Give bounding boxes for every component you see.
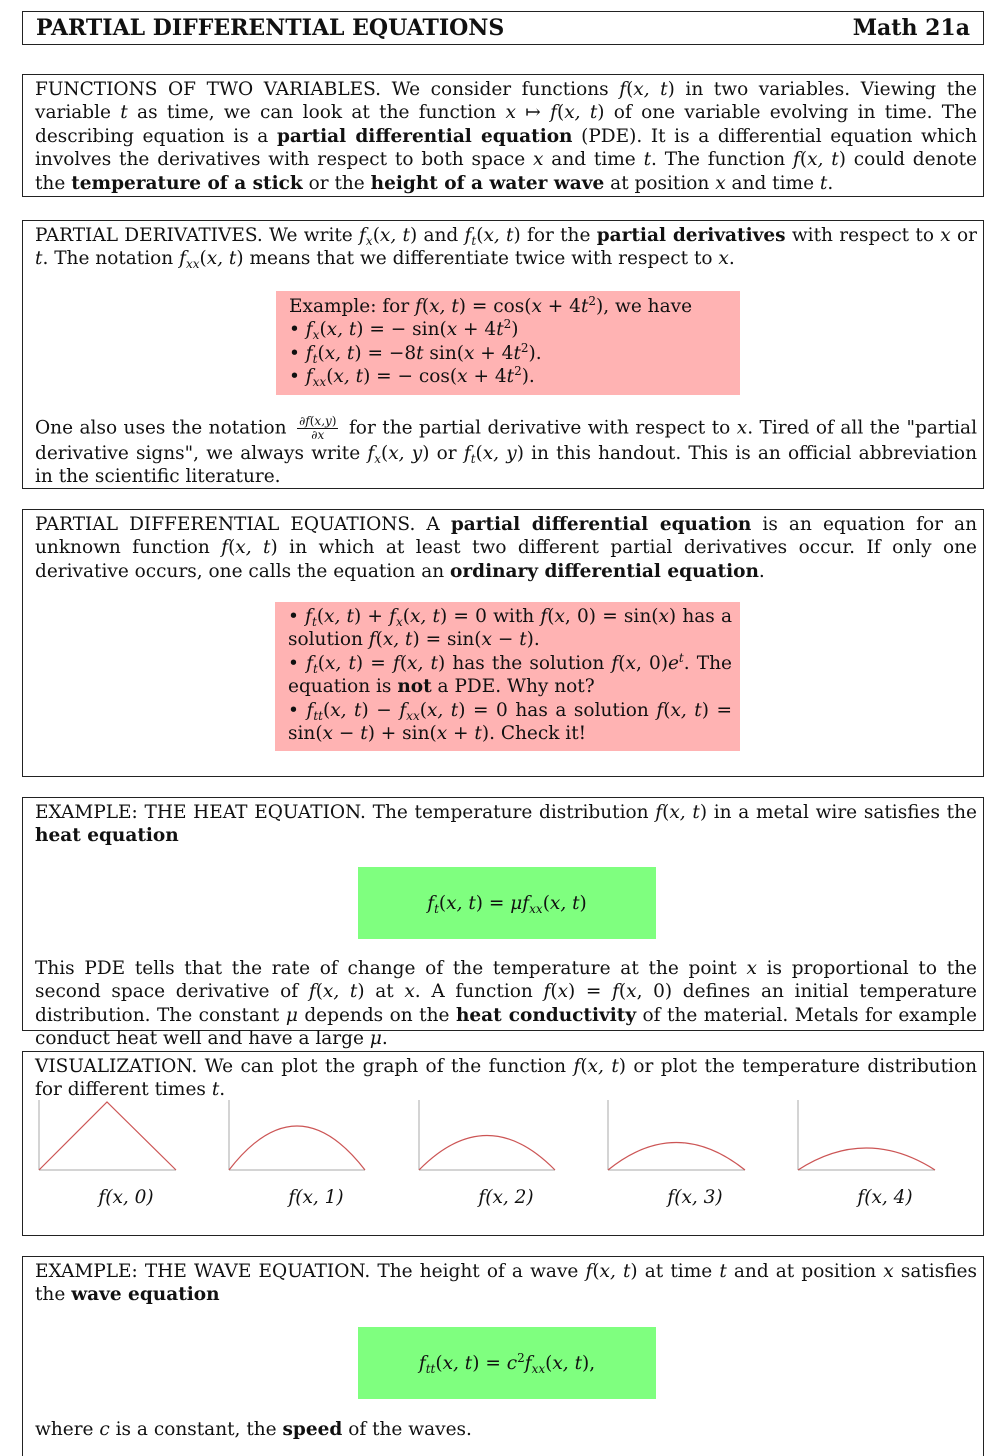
visualization-paragraph: VISUALIZATION. We can plot the graph of the function f(x, t) or plot the temperature distribution for different times t.	[35, 1056, 977, 1101]
section-wave-equation	[22, 1256, 984, 1456]
course-label: Math 21a	[852, 15, 970, 41]
partial-intro-paragraph: PARTIAL DERIVATIVES. We write $f_x(x$, t) and $f_t(x$, t) for the partial derivatives with respect to x or t. The notation $f_{xx}(x$, t) means that we differentiate twice with respect to x.	[35, 225, 977, 272]
heat-explanation-paragraph: This PDE tells that the rate of change of the temperature at the point x is proportional to the second space derivative of f(x, t) at x. A function f(x) = f(x, 0) defines an initial temperature distribution. The constant μ depends on the heat conductivity of the material. Metals for example conduct heat well and have a large μ.	[35, 958, 978, 1050]
wave-intro-paragraph: EXAMPLE: THE WAVE EQUATION. The height of a wave f(x, t) at time t and at position x satisfies the wave equation	[35, 1261, 977, 1306]
pde-paragraph: PARTIAL DIFFERENTIAL EQUATIONS. A partial differential equation is an equation for an unknown function f(x, t) in which at least two different partial derivatives occur. If only one derivative occurs, one calls the equation an ordinary differential equation.	[35, 514, 978, 582]
page-title: PARTIAL DIFFERENTIAL EQUATIONS	[36, 15, 505, 41]
plot-label-t2: f(x, 2)	[478, 1187, 534, 1208]
plot-label-t3: f(x, 3)	[667, 1187, 723, 1208]
header-bar	[22, 11, 984, 45]
plot-t1	[229, 1100, 365, 1170]
section-heading: PARTIAL DERIVATIVES.	[35, 225, 263, 246]
temperature-plots	[23, 1098, 983, 1178]
section-heat-equation	[22, 797, 984, 1050]
pde-example-box: • $f_t(x$, $t) + f_x(x$, t) = 0 with f(x, 0) = sin(x) has a solution f(x, t) = sin(x − t). • $f_t(x$, t) = f(x, t) has the solution f(x, $0)e^t$. The equation is not a PDE. Why not? • $f_{tt}(x$, $t) - f_{xx}(x$, t) = 0 has a solution f(x, t) = sin(x − t) + sin(x + t). Check it!	[275, 602, 740, 751]
heat-equation-formula: $f_t(x$, $t) = \mu f_{xx}(x$, t)	[358, 867, 656, 939]
wave-explanation-paragraph: where c is a constant, the speed of the waves.	[35, 1419, 472, 1440]
plot-t3	[608, 1100, 745, 1170]
wave-equation-formula: $f_{tt}(x$, $t) = c^2f_{xx}(x$, t),	[358, 1327, 656, 1399]
plot-label-t4: f(x, 4)	[857, 1187, 913, 1208]
partial-notation-paragraph: One also uses the notation $\frac{\partial f(x,y)}{\partial x}$ for the partial derivative with respect to x. Tired of all the "partial derivative signs", we always write $f_x(x$, y) or $f_t(x$, y) in this handout. This is an official abbreviation in the scientific literature.	[35, 414, 977, 488]
section-heading: EXAMPLE: THE WAVE EQUATION.	[35, 1261, 371, 1282]
plot-t0	[39, 1100, 176, 1170]
section-heading: FUNCTIONS OF TWO VARIABLES.	[35, 79, 382, 100]
plot-t2	[419, 1100, 555, 1170]
plot-t4	[798, 1100, 935, 1170]
section-visualization	[22, 1051, 984, 1236]
plot-label-t1: f(x, 1)	[288, 1187, 344, 1208]
partial-fraction: $\frac{\partial f(x,y)}{\partial x}$	[299, 414, 337, 442]
plot-label-t0: f(x, 0)	[98, 1187, 154, 1208]
heat-intro-paragraph: EXAMPLE: THE HEAT EQUATION. The temperature distribution f(x, t) in a metal wire satisfies the heat equation	[35, 802, 977, 847]
section-partial-derivatives	[22, 220, 984, 489]
section-heading: VISUALIZATION.	[35, 1056, 198, 1077]
section-pde	[22, 509, 984, 777]
functions-paragraph: FUNCTIONS OF TWO VARIABLES. We consider functions f(x, t) in two variables. Viewing the variable t as time, we can look at the function x ↦ f(x, t) of one variable evolving in time. The describing equation is a partial differential equation (PDE). It is a differential equation which involves the derivatives with respect to both space x and time t. The function f(x, t) could denote the temperature of a stick or the height of a water wave at position x and time t.	[35, 79, 978, 194]
section-heading: PARTIAL DIFFERENTIAL EQUATIONS.	[35, 514, 416, 535]
partial-example-box: Example: for f(x, $t) = \cos(x + 4t^2)$, we have • $f_x(x$, t) = − $\sin(x + 4t^2)$ • $f_t(x$, t) = −8t $\sin(x + 4t^2)$. • $f_{xx}(x$, t) = − $\cos(x + 4t^2)$.	[276, 291, 740, 395]
section-heading: EXAMPLE: THE HEAT EQUATION.	[35, 802, 366, 823]
section-functions	[22, 74, 984, 197]
